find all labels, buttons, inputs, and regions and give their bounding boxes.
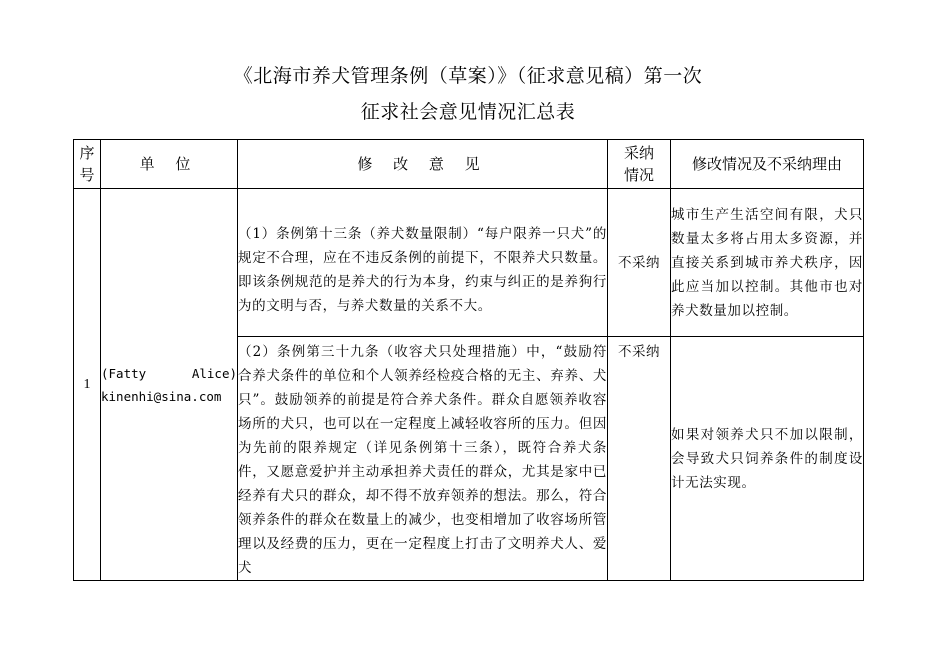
header-opinion: 修 改 意 见 [238,140,608,189]
table-header-row [74,140,864,189]
unit-name: (Fatty Alice) [101,365,237,381]
unit-email: kinenhi@sina.com [101,388,222,404]
header-reason: 修改情况及不采纳理由 [671,140,864,189]
opinion-summary-table [73,139,864,581]
opinion-text-1: （1）条例第十三条（养犬数量限制）“每户限养一只犬”的规定不合理，应在不违反条例的前提下，不限养犬只数量。即该条例规范的是养犬的行为本身，约束与纠正的是养狗行为的文明与否，与养犬数量的关系不大。 [238,225,607,314]
reason-cell-2 [671,337,864,581]
document-title-line1: 《北海市养犬管理条例（草案）》（征求意见稿）第一次 [233,65,703,87]
adopt-status-1: 不采纳 [618,254,660,271]
reason-text-1: 城市生产生活空间有限，犬只数量太多将占用太多资源，并直接关系到城市养犬秩序，因此应当加以控制。其他市也对养犬数量加以控制。 [671,207,863,319]
header-unit: 单 位 [101,140,238,189]
table-row [74,189,864,337]
header-index: 序号 [74,140,101,189]
adopt-cell-1 [608,189,671,337]
row-index: 1 [83,376,91,392]
document-title-line2: 征求社会意见情况汇总表 [360,101,576,123]
header-adopt: 采纳情况 [608,140,671,189]
unit-cell [101,189,238,581]
adopt-status-2: 不采纳 [618,344,660,360]
opinion-cell-2 [238,337,608,581]
reason-text-2: 如果对领养犬只不加以限制，会导致犬只饲养条件的制度设计无法实现。 [671,426,863,491]
reason-cell-1 [671,189,864,337]
opinion-cell-1 [238,189,608,337]
adopt-cell-2 [608,337,671,581]
row-index-cell [74,189,101,581]
opinion-text-2: （2）条例第三十九条（收容犬只处理措施）中，“鼓励符合养犬条件的单位和个人领养经检疫合格的无主、弃养、犬只”。鼓励领养的前提是符合养犬条件。群众自愿领养收容场所的犬只，也可以在一定程度上减轻收容所的压力。但因为先前的限养规定（详见条例第十三条），既符合养犬条件，又愿意爱护并主动承担养犬责任的群众，尤其是家中已经养有犬只的群众，却不得不放弃领养的想法。那么，符合领养条件的群众在数量上的减少，也变相增加了收容场所管理以及经费的压力，更在一定程度上打击了文明养犬人、爱犬 [238,344,607,576]
